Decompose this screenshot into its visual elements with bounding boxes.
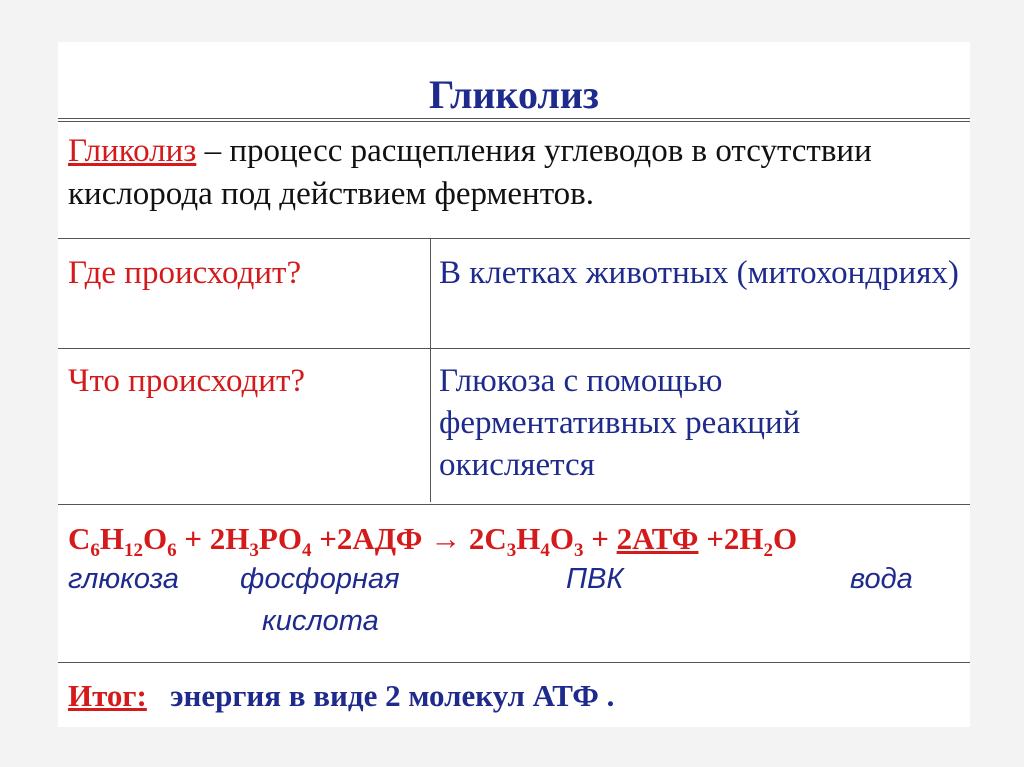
row-divider (58, 662, 970, 663)
result (68, 676, 614, 716)
label-glucose: глюкоза (68, 563, 179, 595)
atp-product: 2АТФ (616, 521, 699, 556)
glycolysis-equation: $C_6H_{12}O_6 + 2H_3PO_4 +2АДФ \to 2C_3H_4O_3 + 2АТФ +2H_2O$ (68, 521, 798, 562)
row-divider (58, 348, 970, 349)
question-where: Где происходит? (68, 255, 302, 291)
label-phosphoric: фосфорная (240, 563, 400, 595)
title-divider (58, 118, 970, 122)
answer-where: В клетках животных (митохондриях) (439, 255, 959, 291)
answer-what: Глюкоза с помощью ферментативных реакций окисляется (439, 363, 801, 483)
row-divider (58, 504, 970, 505)
page-title: Гликолиз (429, 72, 599, 117)
definition-text: – процесс расщепления углеводов в отсутствии кислорода под действием ферментов. (68, 133, 872, 212)
definition (68, 130, 958, 216)
label-water: вода (850, 563, 913, 595)
row-divider (58, 238, 970, 239)
result-text: энергия в виде 2 молекул АТФ . (170, 678, 615, 713)
label-pvk: ПВК (566, 563, 624, 595)
slide (58, 42, 970, 727)
column-divider (430, 238, 431, 502)
label-acid: кислота (262, 605, 379, 637)
question-what: Что происходит? (68, 363, 306, 399)
definition-term: Гликолиз (68, 133, 197, 169)
result-label: Итог: (68, 678, 147, 713)
